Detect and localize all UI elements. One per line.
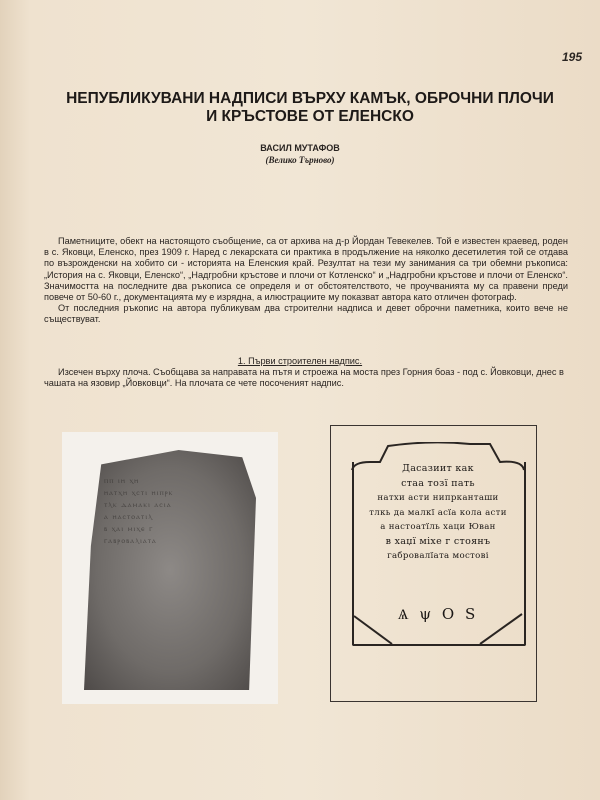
inscription-line: Дасазиит как: [402, 463, 474, 474]
paragraph: От последния ръкопис на автора публикувам два строителни надписа и девет оброчни паметника, които вече не съществуват.: [44, 303, 568, 325]
intro-text: [44, 236, 568, 326]
inscription-line: габровалїата мостові: [387, 551, 489, 561]
stone-carved-texture: ⲡⲡ ⲓⲏ ⲭⲏ ⲏⲁⲧⲭⲏ ⲭⲥⲧⲓ ⲏⲓⲡⲣⲕ ⲧⲗⲕ ⲇⲁⲙⲁⲕⲓ ⲁⲥⲓⲁ ⲁ ⲏⲁⲥⲧⲟⲁⲧⲓⲗ ⲃ ⲭⲁⲓ ⲙⲓⲭⲉ ⲅ ⲅⲁⲃⲣⲟⲃⲁⲗⲓⲁⲧⲁ: [104, 476, 174, 545]
inscription-year: Ѧ ψ О Ѕ: [397, 605, 479, 623]
section-heading: 1. Първи строителен надпис.: [237, 356, 363, 366]
inscription-line: тлкь да малкї асїа кола асти: [369, 507, 507, 518]
author-name: ВАСИЛ МУТАФОВ: [260, 143, 340, 153]
article-title: [40, 90, 580, 126]
inscription-text: [352, 462, 524, 564]
inscription-line: натхи асти нипрканташи: [377, 493, 499, 503]
title-line-2: И КРЪСТОВЕ ОТ ЕЛЕНСКО: [206, 108, 414, 125]
page-number: 195: [561, 50, 582, 64]
inscription-line: в хаџї міхе г стоянъ: [385, 535, 491, 547]
paragraph: Паметниците, обект на настоящото съобщение, са от архива на д-р Йордан Тевекелев. Той е известен краевед, роден в с. Яковци, Еленско, през 1909 г. Наред с лекарската си практика в продължение на няколко десетилетия той се отдава по възрожденски на хобито си - историята на Еленския край. Резултат на тези му занимания са три обемни ръкописа: „История на с. Яковци, Еленско“, „Надгробни кръстове и плочи от Котленско“ и „Надгробни кръстове и плочи от Еленско“. Значимостта на последните два ръкописа се определя и от обстоятелството, че проучванията му са правени преди повече от 50-60 г., документацията му е изрядна, а илюстрациите му показват автора като отличен фотограф.: [44, 236, 568, 303]
section-text: [44, 367, 568, 389]
paragraph: Изсечен върху плоча. Съобщава за направата на пътя и строежа на моста през Горния боаз - под с. Йовковци, днес в чашата на язовир „Йовковци“. На плочата се чете посоченият надпис.: [44, 367, 564, 389]
author-city: (Велико Търново): [265, 155, 335, 165]
inscription-line: а настоатїль хаци Юван: [380, 522, 496, 532]
title-line-1: НЕПУБЛИКУВАНИ НАДПИСИ ВЪРХУ КАМЪК, ОБРОЧНИ ПЛОЧИ: [66, 90, 554, 107]
inscription-line: стаа тозї пать: [401, 477, 475, 489]
